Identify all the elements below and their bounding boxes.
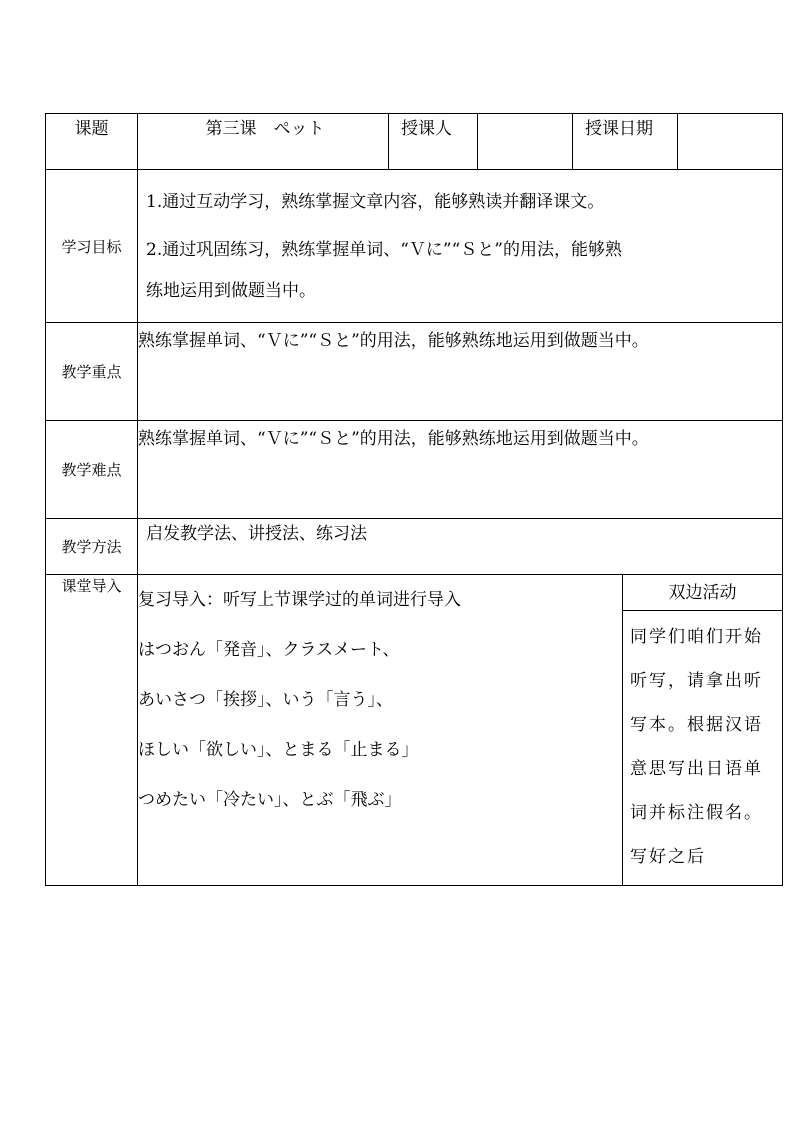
header-row: [46, 114, 783, 170]
intro-line: つめたい「冷たい」、とぶ「飛ぶ」: [138, 790, 402, 810]
date-value: [678, 114, 783, 170]
goal-item-1: 1.通过互动学习，熟练掌握文章内容，能够熟读并翻译课文。: [146, 192, 605, 212]
teacher-value: [478, 114, 573, 170]
goals-label: 学习目标: [46, 170, 138, 323]
date-label: 授课日期: [573, 114, 678, 170]
goals-row: [46, 170, 783, 323]
difficulties-row: [46, 421, 783, 519]
intro-line: あいさつ「挨拶」、いう「言う」、: [138, 690, 393, 710]
methods-row: [46, 519, 783, 575]
lesson-plan-table: [45, 113, 783, 886]
activity-text: 同学们咱们开始听写，请拿出听写本。根据汉语意思写出日语单词并标注假名。写好之后: [630, 627, 763, 867]
intro-line: ほしい「欲しい」、とまる「止まる」: [138, 740, 419, 760]
key-points-row: [46, 323, 783, 421]
methods-text: 启发教学法、讲授法、练习法: [138, 519, 783, 575]
activity-header: 双边活动: [623, 575, 782, 611]
goal-item-2: 2.通过巩固练习，熟练掌握单词、“Ｖに”“Ｓと”的用法，能够熟: [146, 240, 622, 260]
intro-content: [138, 575, 623, 886]
activity-cell: [623, 575, 783, 886]
intro-line: 复习导入：听写上节课学过的单词进行导入: [138, 590, 461, 610]
intro-line: はつおん「発音」、クラスメート、: [138, 640, 400, 660]
teacher-label: 授课人: [389, 114, 478, 170]
topic-value: 第三课 ペット: [138, 114, 389, 170]
difficulties-label: 教学难点: [46, 421, 138, 519]
intro-row: [46, 575, 783, 886]
topic-label: 课题: [46, 114, 138, 170]
key-points-text: 熟练掌握单词、“Ｖに”“Ｓと”的用法，能够熟练地运用到做题当中。: [138, 323, 783, 421]
goal-item-2-cont: 练地运用到做题当中。: [146, 281, 316, 301]
methods-label: 教学方法: [46, 519, 138, 575]
difficulties-text: 熟练掌握单词、“Ｖに”“Ｓと”的用法，能够熟练地运用到做题当中。: [138, 421, 783, 519]
intro-label: 课堂导入: [46, 575, 138, 886]
goals-content: [138, 170, 783, 323]
key-points-label: 教学重点: [46, 323, 138, 421]
